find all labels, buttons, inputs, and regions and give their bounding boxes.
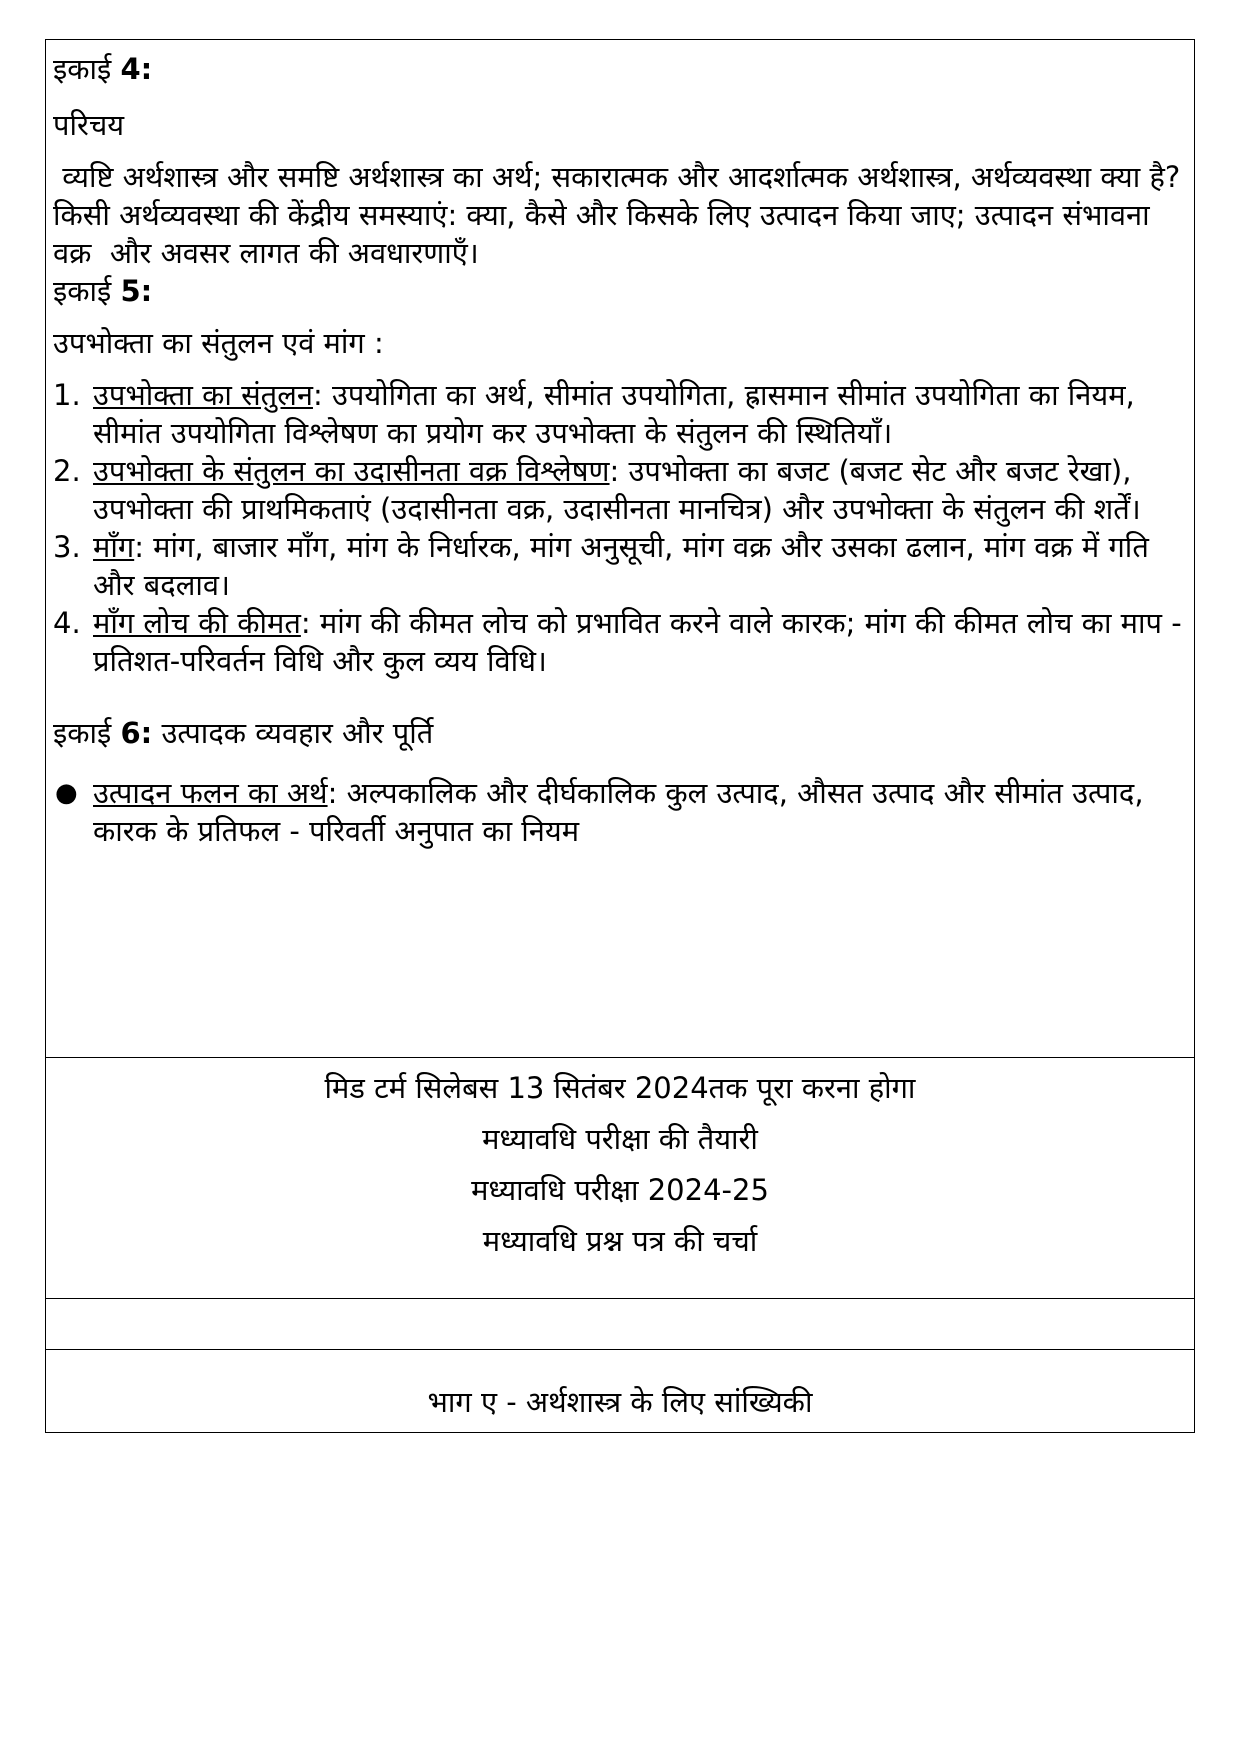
midterm-line-4: मध्यावधि प्रश्न पत्र की चर्चा xyxy=(482,1224,758,1258)
midterm-line-1: मिड टर्म सिलेबस 13 सितंबर 2024तक पूरा करना होगा xyxy=(324,1071,916,1105)
table-row xyxy=(46,1058,1195,1299)
list-item-number: 1. xyxy=(53,378,81,412)
list-item-text: : उपयोगिता का अर्थ, सीमांत उपयोगिता, ह्रासमान सीमांत उपयोगिता का नियम, सीमांत उपयोगिता विश्लेषण का प्रयोग कर उपभोक्ता के संतुलन की स्थितियाँ। xyxy=(93,378,1135,450)
list-item xyxy=(53,774,1186,850)
unit5-heading-prefix: इकाई xyxy=(53,274,121,308)
unit5-heading xyxy=(53,272,1186,310)
unit4-heading-prefix: इकाई xyxy=(53,52,121,86)
midterm-cell xyxy=(46,1058,1195,1299)
syllabus-table xyxy=(45,39,1195,1433)
table-row xyxy=(46,1350,1195,1433)
list-item-term: उपभोक्ता के संतुलन का उदासीनता वक्र विश्लेषण xyxy=(93,454,610,488)
unit6-heading-title: उत्पादक व्यवहार और पूर्ति xyxy=(152,716,434,750)
list-item-number: 2. xyxy=(53,454,81,488)
list-item xyxy=(53,452,1186,528)
unit4-body: व्यष्टि अर्थशास्त्र और समष्टि अर्थशास्त्र का अर्थ; सकारात्मक और आदर्शात्मक अर्थशास्त्र, अर्थव्यवस्था क्या है? किसी अर्थव्यवस्था की केंद्रीय समस्याएं: क्या, कैसे और किसके लिए उत्पादन किया जाए; उत्पादन संभावना वक्र और अवसर लागत की अवधारणाएँ। xyxy=(53,160,1190,270)
list-item-number: 4. xyxy=(53,606,81,640)
midterm-line-3: मध्यावधि परीक्षा 2024-25 xyxy=(471,1173,769,1207)
list-item-term: उत्पादन फलन का अर्थ xyxy=(93,776,328,810)
unit6-list xyxy=(53,774,1186,850)
unit4-heading-number: 4: xyxy=(120,52,153,86)
units-cell xyxy=(46,40,1195,1058)
list-item-term: माँग xyxy=(93,530,135,564)
list-item-term: माँग लोच की कीमत xyxy=(93,606,301,640)
list-item-text: : अल्पकालिक और दीर्घकालिक कुल उत्पाद, औसत उत्पाद और सीमांत उत्पाद, कारक के प्रतिफल - परिवर्ती अनुपात का नियम xyxy=(93,776,1144,848)
unit6-heading-prefix: इकाई xyxy=(53,716,121,750)
list-item xyxy=(53,376,1186,452)
list-item xyxy=(53,528,1186,604)
list-item xyxy=(53,604,1186,680)
bullet-icon: ● xyxy=(55,778,78,808)
list-item-number: 3. xyxy=(53,530,81,564)
unit5-heading-number: 5: xyxy=(120,274,153,308)
unit6-heading-number: 6: xyxy=(120,716,153,750)
unit5-title: उपभोक्ता का संतुलन एवं मांग : xyxy=(53,326,384,360)
part-a-cell xyxy=(46,1350,1195,1433)
midterm-line-2: मध्यावधि परीक्षा की तैयारी xyxy=(482,1122,758,1156)
unit6-heading xyxy=(53,714,1186,752)
table-row xyxy=(46,1299,1195,1350)
unit4-heading xyxy=(53,50,1186,88)
list-item-text: : मांग की कीमत लोच को प्रभावित करने वाले कारक; मांग की कीमत लोच का माप - प्रतिशत-परिवर्तन विधि और कुल व्यय विधि। xyxy=(93,606,1182,678)
part-a-title: भाग ए - अर्थशास्त्र के लिए सांख्यिकी xyxy=(427,1385,813,1419)
unit5-list xyxy=(53,376,1186,680)
list-item-text: : उपभोक्ता का बजट (बजट सेट और बजट रेखा), उपभोक्ता की प्राथमिकताएं (उदासीनता वक्र, उदासीनता मानचित्र) और उपभोक्ता के संतुलन की शर्तें। xyxy=(93,454,1141,526)
empty-cell xyxy=(46,1299,1195,1350)
unit4-title: परिचय xyxy=(53,108,125,142)
table-row xyxy=(46,40,1195,1058)
list-item-text: : मांग, बाजार माँग, मांग के निर्धारक, मांग अनुसूची, मांग वक्र और उसका ढलान, मांग वक्र में गति और बदलाव। xyxy=(93,530,1149,602)
list-item-term: उपभोक्ता का संतुलन xyxy=(93,378,313,412)
